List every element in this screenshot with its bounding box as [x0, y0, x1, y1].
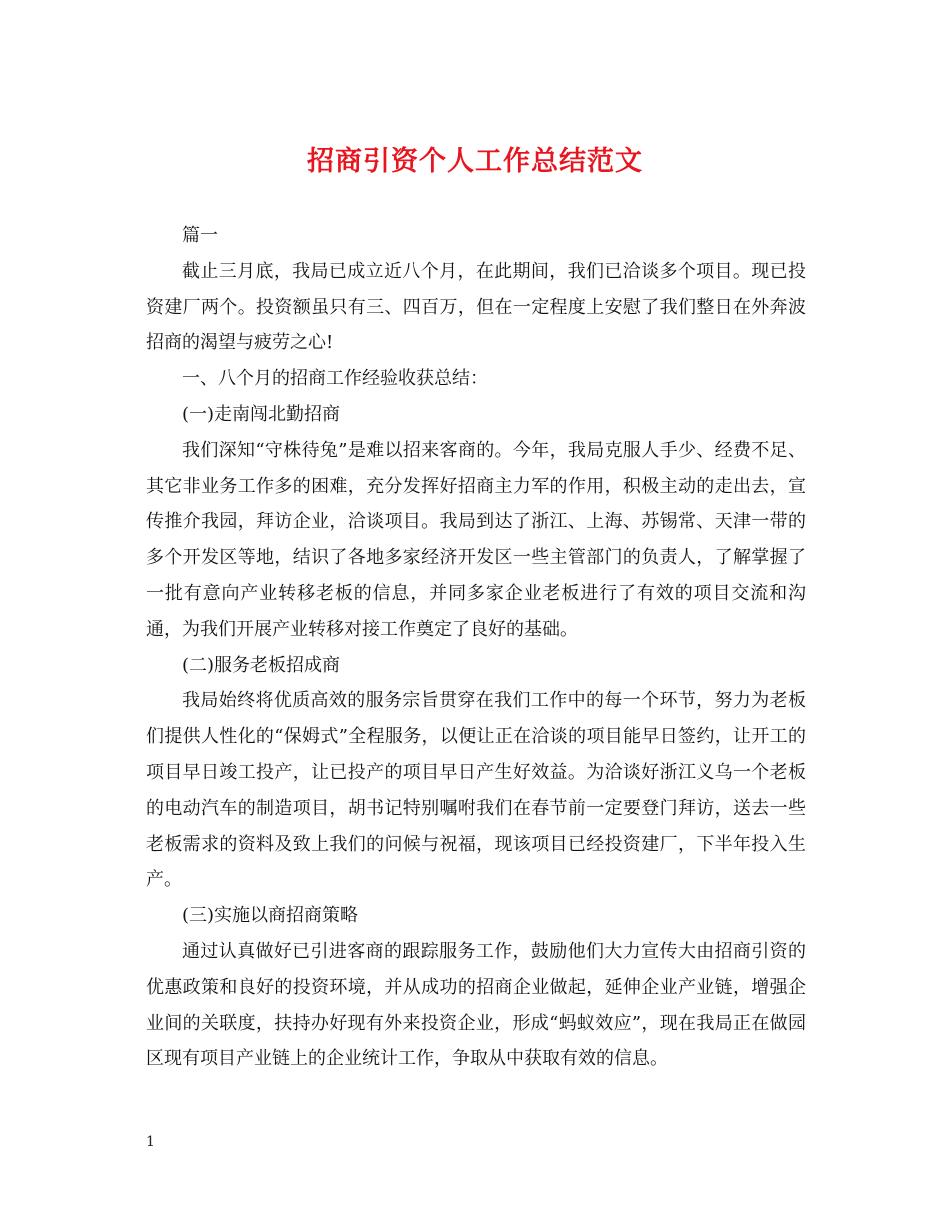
body-paragraph-1: 我们深知“守株待兔”是难以招来客商的。今年，我局克服人手少、经费不足、其它非业务工作多的困难，充分发挥好招商主力军的作用，积极主动的走出去，宣传推介我园，拜访企业，洽谈项目。我局到达了浙江、上海、苏锡常、天津一带的多个开发区等地，结识了各地多家经济开发区一些主管部门的负责人，了解掌握了一批有意向产业转移老板的信息，并同多家企业老板进行了有效的项目交流和沟通，为我们开展产业转移对接工作奠定了良好的基础。 — [146, 439, 806, 640]
section-label-pian-yi: 篇一 — [182, 225, 218, 246]
subheading-2: (二)服务老板招成商 — [182, 654, 341, 676]
body-paragraph-2: 我局始终将优质高效的服务宗旨贯穿在我们工作中的每一个环节，努力为老板们提供人性化的“保姆式”全程服务，以便让正在洽谈的项目能早日签约，让开工的项目早日竣工投产，让已投产的项目早日产生好效益。为洽谈好浙江义乌一个老板的电动汽车的制造项目，胡书记特别嘱咐我们在春节前一定要登门拜访，送去一些老板需求的资料及致上我们的问候与祝福，现该项目已经投资建厂，下半年投入生产。 — [146, 690, 806, 891]
intro-paragraph: 截止三月底，我局已成立近八个月，在此期间，我们已洽谈多个项目。现已投资建厂两个。投资额虽只有三、四百万，但在一定程度上安慰了我们整日在外奔波招商的渴望与疲劳之心! — [146, 260, 806, 354]
page-number: 1 — [146, 1134, 155, 1150]
subheading-1: (一)走南闯北勤招商 — [182, 403, 341, 425]
document-body — [146, 218, 806, 1077]
document-title: 招商引资个人工作总结范文 — [307, 146, 643, 177]
subheading-3: (三)实施以商招商策略 — [182, 905, 359, 927]
body-paragraph-3: 通过认真做好已引进客商的跟踪服务工作，鼓励他们大力宣传大由招商引资的优惠政策和良好的投资环境，并从成功的招商企业做起，延伸企业产业链，增强企业间的关联度，扶持办好现有外来投资企业，形成“蚂蚁效应”，现在我局正在做园区现有项目产业链上的企业统计工作，争取从中获取有效的信息。 — [146, 940, 806, 1070]
section-heading-summary: 一、八个月的招商工作经验收获总结： — [182, 368, 488, 390]
